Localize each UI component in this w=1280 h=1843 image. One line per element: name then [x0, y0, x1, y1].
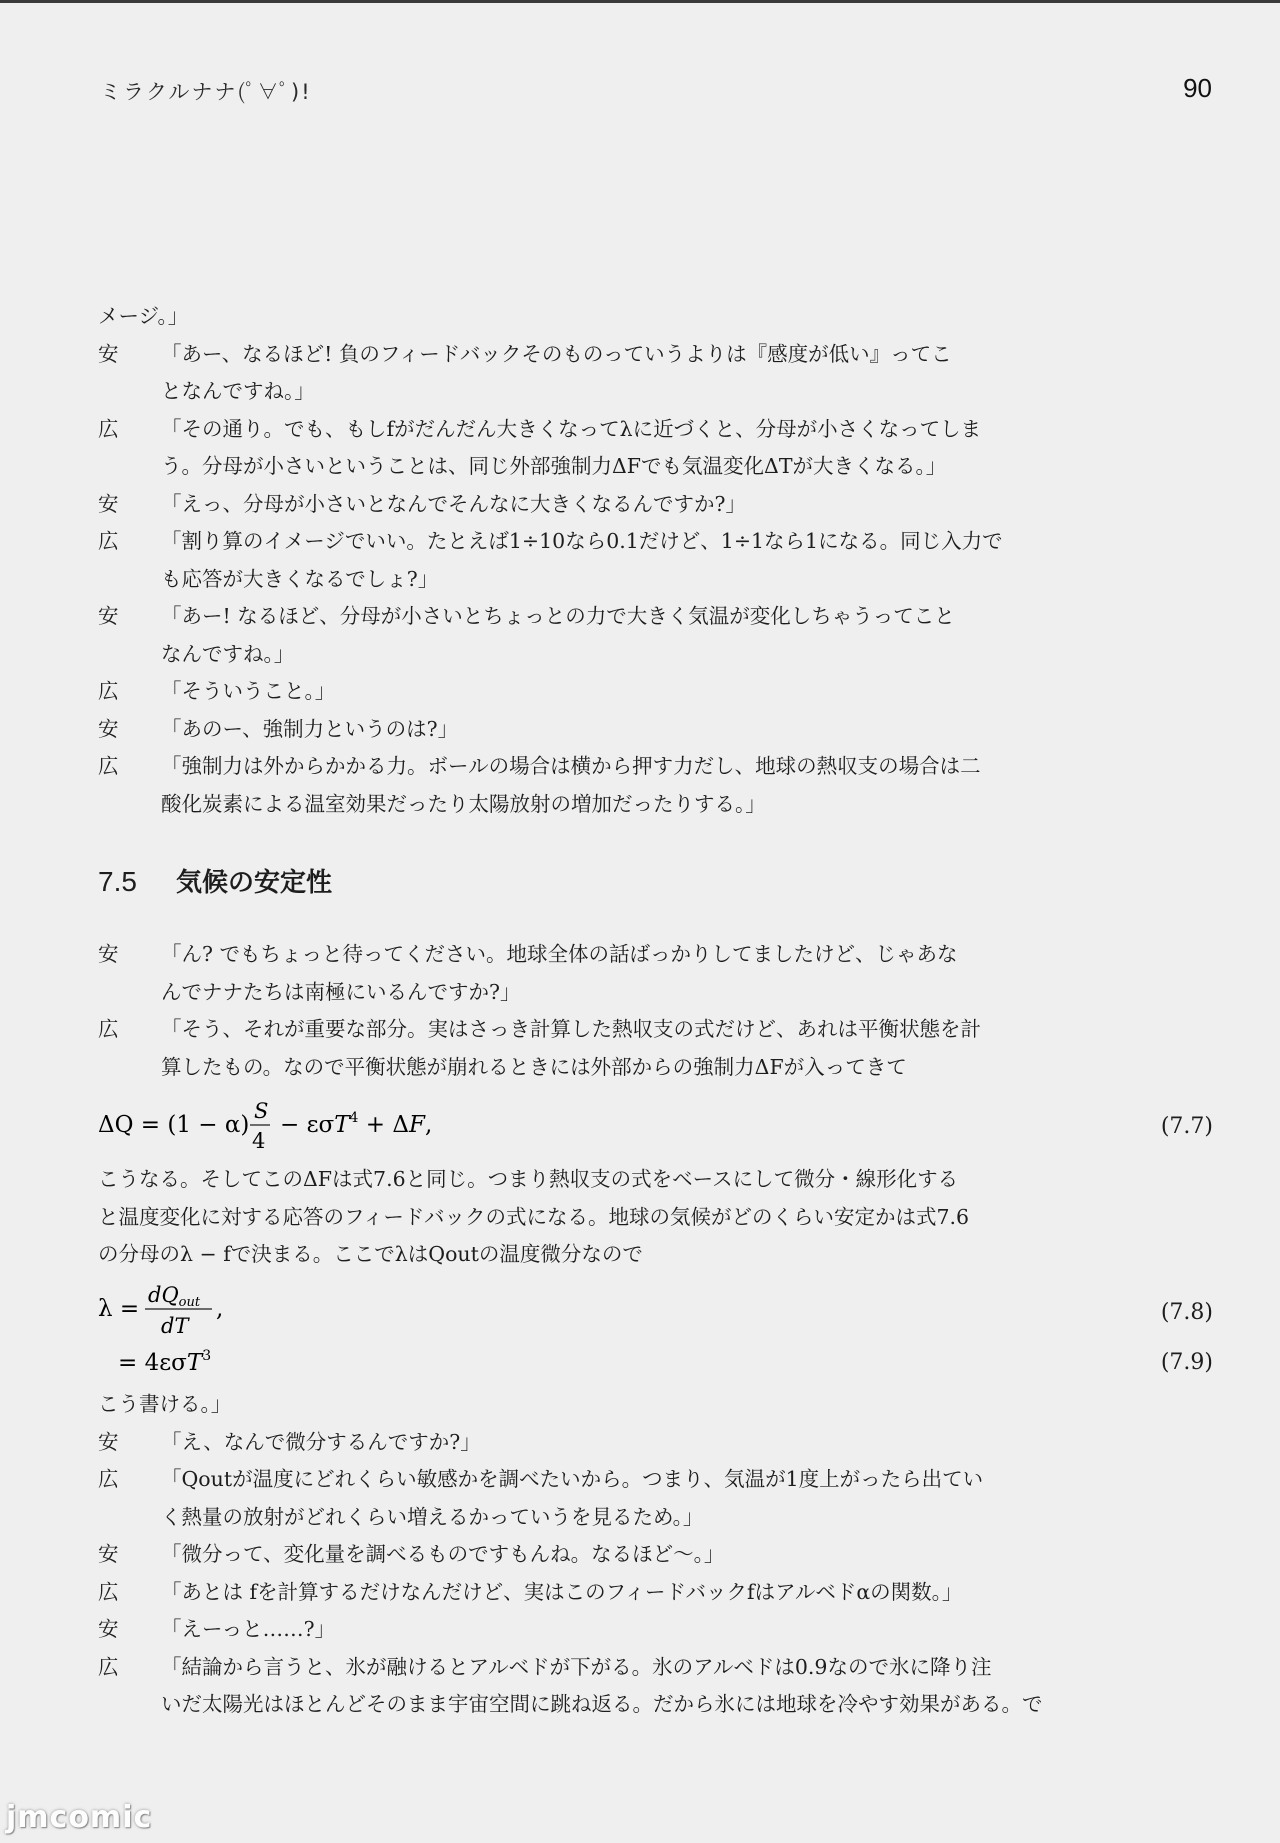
text-line [98, 598, 1020, 636]
line-text: と温度変化に対する応答のフィードバックの式になる。地球の気候がどのくらい安定かは式7.6 [98, 1204, 970, 1229]
svg-text:S: S [254, 1099, 269, 1123]
line-text: 「そういうこと。」 [161, 679, 336, 703]
line-text: なんですね。」 [161, 641, 295, 666]
svg-text:dQout: dQout [148, 1283, 201, 1310]
speaker-label: 広 [98, 1654, 119, 1679]
text-line [98, 974, 1020, 1012]
speaker-label: 広 [98, 416, 119, 441]
text-line [98, 1011, 1020, 1049]
equation-7-8 [98, 1278, 1213, 1340]
line-text: 「微分って、変化量を調べるものですもんね。なるほど〜。」 [161, 1542, 725, 1566]
dialogue-block-2 [98, 936, 1020, 1086]
equation-7-8-formula [98, 1278, 358, 1340]
speaker-label: 安 [98, 341, 119, 366]
line-text: メージ。」 [98, 304, 189, 328]
svg-text:λ =: λ = [98, 1296, 140, 1322]
speaker-label [98, 1686, 161, 1724]
dialogue-block-1 [98, 298, 1020, 823]
text-line [98, 748, 1020, 786]
line-text: いだ太陽光はほとんどそのまま宇宙空間に跳ね返る。だから氷には地球を冷やす効果がある。で [161, 1692, 1043, 1716]
section-heading [98, 862, 332, 899]
line-text: も応答が大きくなるでしょ?」 [161, 566, 439, 591]
text-line [98, 411, 1020, 449]
line-text: 酸化炭素による温室効果だったり太陽放射の増加だったりする。」 [161, 791, 766, 816]
text-line [98, 673, 1020, 711]
line-text: 「そう、それが重要な部分。実はさっき計算した熱収支の式だけど、あれは平衡状態を計 [161, 1017, 981, 1041]
speaker-label: 安 [98, 942, 119, 966]
text-line [98, 1461, 1020, 1499]
speaker-label: 安 [98, 1429, 119, 1454]
line-text: 「結論から言うと、氷が融けるとアルベドが下がる。氷のアルベドは0.9なので氷に降り注 [161, 1654, 992, 1679]
line-text: う。分母が小さいということは、同じ外部強制力ΔFでも気温変化ΔTが大きくなる。」 [161, 454, 947, 478]
equation-7-7-formula [98, 1096, 538, 1156]
line-text: 算したもの。なので平衡状態が崩れるときには外部からの強制力ΔFが入ってきて [161, 1054, 907, 1079]
line-text: 「えーっと……?」 [161, 1617, 336, 1641]
section-title: 気候の安定性 [176, 868, 333, 898]
speaker-label: 安 [98, 1617, 119, 1641]
dialogue-block-3 [98, 1386, 1043, 1724]
text-line [98, 1649, 1020, 1687]
text-line [98, 1386, 1020, 1424]
line-text: んでナナたちは南極にいるんですか?」 [161, 979, 521, 1004]
speaker-label: 広 [98, 1579, 119, 1604]
speaker-label [98, 786, 161, 824]
svg-text:4: 4 [252, 1129, 266, 1153]
line-text: こう書ける。」 [98, 1392, 232, 1416]
line-text: 「ん? でもちょっと待ってください。地球全体の話ばっかりしてましたけど、じゃあな [161, 942, 958, 966]
page-number: 90 [1183, 73, 1212, 103]
text-line [98, 786, 1020, 824]
speaker-label: 安 [98, 604, 119, 628]
text-line [98, 298, 1020, 336]
text-line [98, 561, 1020, 599]
speaker-label: 広 [98, 1017, 119, 1041]
speaker-label [98, 373, 161, 411]
svg-text:,: , [216, 1296, 224, 1322]
line-text: 「割り算のイメージでいい。たとえば1÷10なら0.1だけど、1÷1なら1になる。同じ入力で [161, 529, 1003, 553]
watermark-logo: jmcomic [6, 1800, 153, 1835]
line-text: 「あとは fを計算するだけなんだけど、実はこのフィードバックfはアルベドαの関数。」 [161, 1579, 963, 1604]
text-line [98, 523, 1020, 561]
equation-7-9-formula [98, 1340, 358, 1382]
text-line [98, 936, 1020, 974]
line-text: 「あー、なるほど! 負のフィードバックそのものっていうよりは『感度が低い』ってこ [161, 341, 952, 366]
speaker-label [98, 1049, 161, 1087]
section-number: 7.5 [98, 866, 137, 897]
speaker-label: 広 [98, 754, 119, 778]
line-text: 「その通り。でも、もしfがだんだん大きくなってλに近づくと、分母が小さくなってしま [161, 416, 982, 441]
text-line [98, 1536, 1020, 1574]
text-line [98, 1161, 1020, 1199]
line-text: 「え、なんで微分するんですか?」 [161, 1429, 481, 1454]
speaker-label [98, 1499, 161, 1537]
speaker-label: 広 [98, 529, 119, 553]
running-header: ミラクルナナ(ﾟ∀ﾟ)! [100, 80, 312, 104]
speaker-label [98, 448, 161, 486]
text-line [98, 1236, 1020, 1274]
equation-number: (7.8) [1160, 1300, 1213, 1325]
line-text: 「あー! なるほど、分母が小さいとちょっとの力で大きく気温が変化しちゃうってこと [161, 604, 955, 628]
text-line [98, 448, 1020, 486]
line-text: となんですね。」 [161, 379, 315, 403]
text-line [98, 1049, 1020, 1087]
svg-text:ΔQ = (1 − α): ΔQ = (1 − α) [98, 1112, 250, 1138]
text-line [98, 1611, 1020, 1649]
text-line [98, 1574, 1020, 1612]
speaker-label: 安 [98, 491, 119, 516]
text-line [98, 711, 1020, 749]
speaker-label: 広 [98, 679, 119, 703]
svg-text:− εσT4 + ΔF,: − εσT$^4$ + ΔF, [280, 1110, 433, 1138]
text-line [98, 1686, 1043, 1724]
text-line [98, 336, 1020, 374]
text-line [98, 1424, 1020, 1462]
text-line [98, 1499, 1020, 1537]
line-text: 「あのー、強制力というのは?」 [161, 716, 459, 741]
speaker-label: 安 [98, 1542, 119, 1566]
line-text: 「強制力は外からかかる力。ボールの場合は横から押す力だし、地球の熱収支の場合は二 [161, 754, 981, 778]
equation-number: (7.9) [1160, 1350, 1213, 1375]
equation-7-9 [98, 1340, 1213, 1382]
speaker-label [98, 636, 161, 674]
line-text: こうなる。そしてこのΔFは式7.6と同じ。つまり熱収支の式をベースにして微分・線形化する [98, 1167, 959, 1191]
speaker-label: 広 [98, 1467, 119, 1491]
equation-7-7 [98, 1096, 1213, 1156]
svg-text:dT: dT [161, 1314, 189, 1338]
text-line [98, 486, 1020, 524]
speaker-label [98, 974, 161, 1012]
line-text: 「Qoutが温度にどれくらい敏感かを調べたいから。つまり、気温が1度上がったら出てい [161, 1467, 984, 1491]
speaker-label: 安 [98, 716, 119, 741]
speaker-label [98, 561, 161, 599]
text-line [98, 373, 1020, 411]
explanation-block [98, 1161, 1020, 1274]
line-text: の分母のλ − fで決まる。ここでλはQoutの温度微分なので [98, 1242, 643, 1266]
text-line [98, 1199, 1020, 1237]
svg-text:= 4εσT3: = 4εσT$^3$ [118, 1348, 212, 1376]
line-text: 「えっ、分母が小さいとなんでそんなに大きくなるんですか?」 [161, 491, 746, 516]
top-border [0, 0, 1280, 3]
equation-number: (7.7) [1160, 1114, 1213, 1139]
text-line [98, 636, 1020, 674]
line-text: く熱量の放射がどれくらい増えるかっていうを見るため。」 [161, 1504, 704, 1529]
